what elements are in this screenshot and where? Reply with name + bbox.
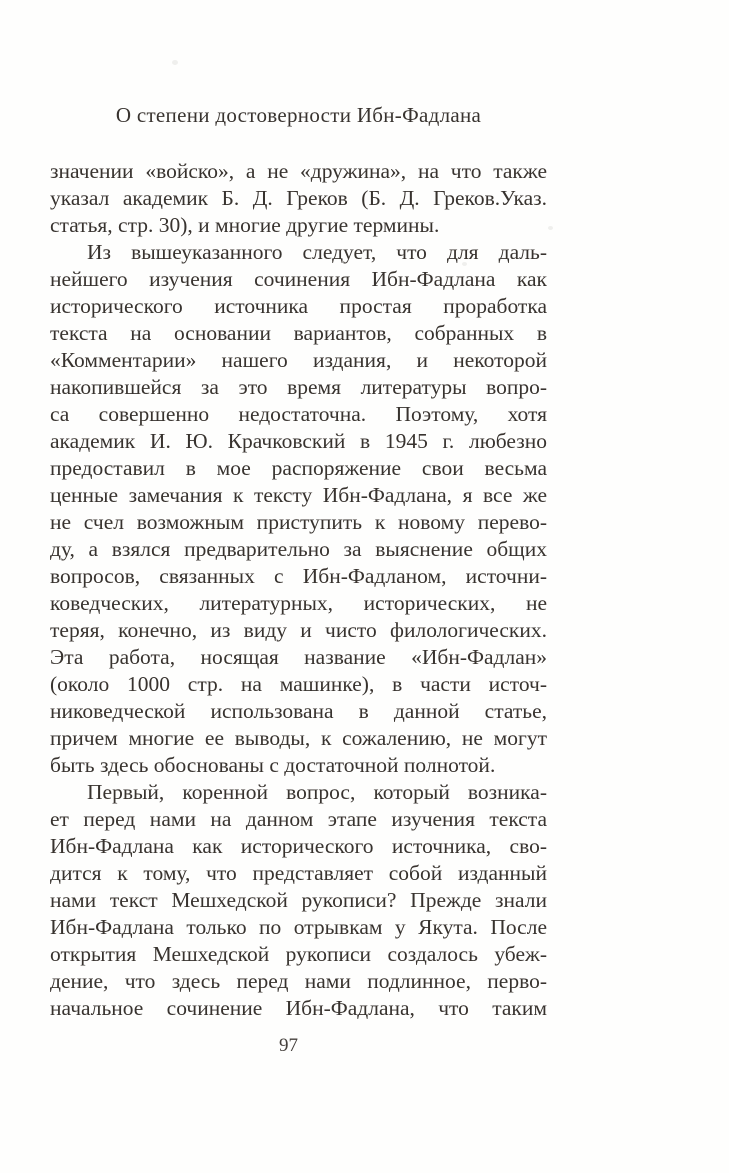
- text-line: никоведческой использована в данной статье,: [50, 699, 547, 723]
- text-line: нами текст Мешхедской рукописи? Прежде знали: [50, 888, 547, 912]
- text-line: накопившейся за это время литературы вопро-: [50, 375, 547, 399]
- text-line: Первый, коренной вопрос, который возника-: [87, 780, 547, 804]
- text-line: нейшего изучения сочинения Ибн-Фадлана как: [50, 267, 547, 291]
- text-line: Эта работа, носящая название «Ибн-Фадлан»: [50, 645, 547, 669]
- scan-speck: [548, 226, 553, 230]
- text-line: теряя, конечно, из виду и чисто филологических.: [50, 618, 547, 642]
- text-line: открытия Мешхедской рукописи создалось убеж-: [50, 942, 547, 966]
- text-line: ет перед нами на данном этапе изучения текста: [50, 807, 547, 831]
- text-line: не счел возможным приступить к новому перево-: [50, 510, 547, 534]
- page-number: 97: [279, 1035, 298, 1056]
- text-line: ду, а взялся предварительно за выяснение общих: [50, 537, 547, 561]
- text-block: [50, 158, 547, 1022]
- text-line: статья, стр. 30), и многие другие термины.: [50, 213, 440, 237]
- text-line: са совершенно недостаточна. Поэтому, хотя: [50, 402, 547, 426]
- text-line: значении «войско», а не «дружина», на что также: [50, 159, 547, 183]
- text-line: коведческих, литературных, исторических, не: [50, 591, 547, 615]
- text-line: ценные замечания к тексту Ибн-Фадлана, я все же: [50, 483, 547, 507]
- text-line: дится к тому, что представляет собой изданный: [50, 861, 547, 885]
- text-line: Из вышеуказанного следует, что для даль-: [87, 240, 547, 264]
- text-line: быть здесь обоснованы с достаточной полнотой.: [50, 753, 496, 777]
- text-line: начальное сочинение Ибн-Фадлана, что таким: [50, 996, 547, 1020]
- text-line: (около 1000 стр. на машинке), в части источ-: [50, 672, 547, 696]
- text-line: предоставил в мое распоряжение свои весьма: [50, 456, 547, 480]
- text-line: Ибн-Фадлана как исторического источника, сво-: [50, 834, 547, 858]
- text-line: текста на основании вариантов, собранных в: [50, 321, 547, 345]
- text-line: дение, что здесь перед нами подлинное, перво-: [50, 969, 547, 993]
- text-line: академик И. Ю. Крачковский в 1945 г. любезно: [50, 429, 547, 453]
- scan-speck: [172, 60, 178, 65]
- text-line: «Комментарии» нашего издания, и некоторой: [50, 348, 547, 372]
- text-line: вопросов, связанных с Ибн-Фадланом, источни-: [50, 564, 547, 588]
- text-line: исторического источника простая проработка: [50, 294, 547, 318]
- running-header: О степени достоверности Ибн-Фадлана: [115, 103, 482, 127]
- text-line: Ибн-Фадлана только по отрывкам у Якута. После: [50, 915, 547, 939]
- text-line: причем многие ее выводы, к сожалению, не могут: [50, 726, 547, 750]
- text-line: указал академик Б. Д. Греков (Б. Д. Греков.Указ.: [50, 186, 547, 210]
